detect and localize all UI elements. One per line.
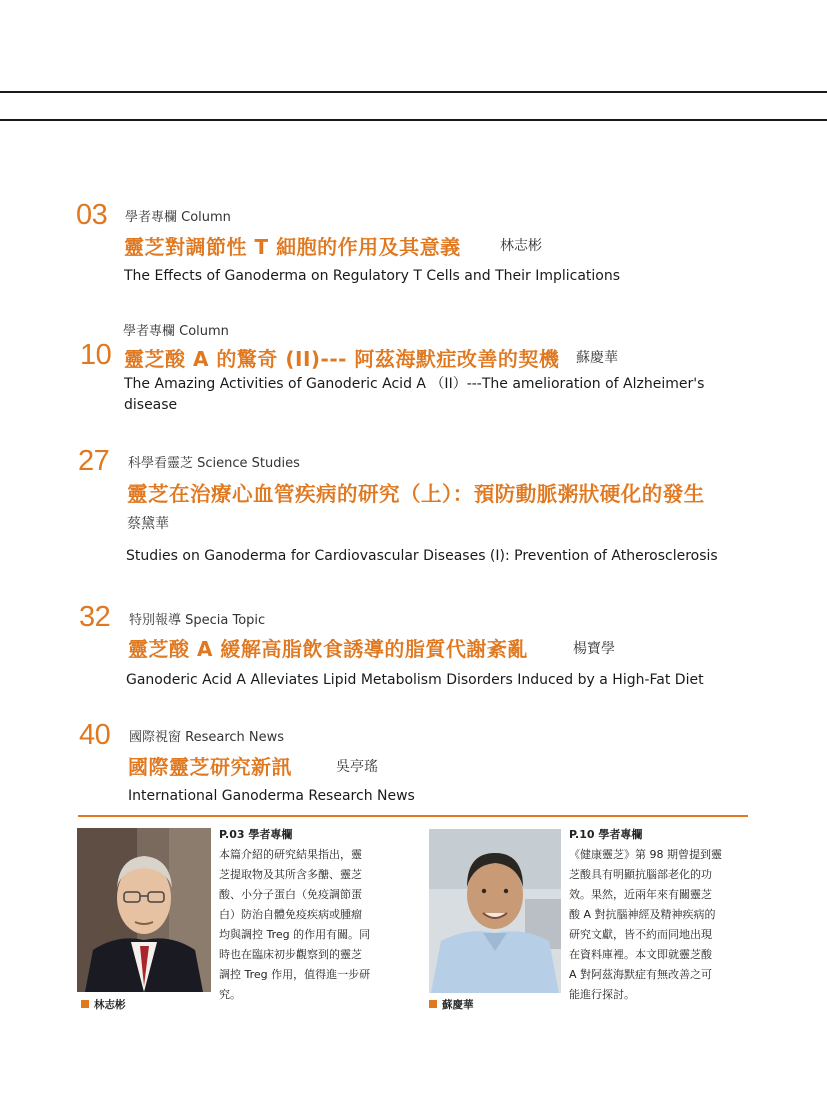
bio-heading: P.10 學者專欄 (569, 828, 643, 841)
square-bullet-icon (429, 1000, 437, 1008)
article-author: 蘇慶華 (576, 350, 618, 366)
photo-caption: 蘇慶華 (429, 997, 474, 1012)
author-bio (569, 825, 754, 1005)
author-photo (77, 828, 211, 992)
page-number: 32 (79, 601, 111, 633)
article-title[interactable]: 靈芝酸 A 緩解高脂飲食誘導的脂質代謝紊亂 (128, 637, 528, 661)
english-title: The Effects of Ganoderma on Regulatory T Cells and Their Implications (124, 268, 621, 284)
page-number: 03 (76, 199, 108, 231)
top-rule-1 (0, 91, 827, 93)
bio-line: 調控 Treg 作用，值得進一步研 (219, 968, 371, 981)
page-number: 27 (78, 445, 110, 477)
bio-line: 在資料庫裡。本文即就靈芝酸 (569, 948, 712, 961)
bio-line: 能進行探討。 (569, 988, 635, 1001)
english-title: International Ganoderma Research News (128, 788, 415, 804)
article-title[interactable]: 靈芝在治療心血管疾病的研究（上）：預防動脈粥狀硬化的發生 (127, 482, 705, 506)
bio-line: 時也在臨床初步觀察到的靈芝 (219, 948, 362, 961)
bio-line: A 對阿茲海默症有無改善之可 (569, 968, 713, 981)
bio-line: 白）防治自體免疫疾病或腫瘤 (219, 908, 362, 921)
bio-line: 效。果然，近兩年來有關靈芝 (569, 888, 712, 901)
english-title: The Amazing Activities of Ganoderic Acid A （II）---The amelioration of Alzheimer's disease (124, 376, 705, 413)
page-number: 10 (80, 339, 112, 371)
english-title: Ganoderic Acid A Alleviates Lipid Metabolism Disorders Induced by a High-Fat Diet (126, 672, 704, 688)
bio-heading: P.03 學者專欄 (219, 828, 293, 841)
top-rule-2 (0, 119, 827, 121)
portrait-image (429, 829, 561, 993)
category-label: 國際視窗 Research News (129, 730, 285, 745)
category-label: 科學看靈芝 Science Studies (128, 456, 300, 471)
article-author: 吳亭瑤 (336, 759, 378, 775)
english-title: Studies on Ganoderma for Cardiovascular Diseases (I): Prevention of Atherosclerosis (126, 548, 718, 564)
bio-line: 芝酸具有明顯抗腦部老化的功 (569, 868, 712, 881)
bio-line: 酸 A 對抗腦神經及精神疾病的 (569, 908, 716, 921)
article-title[interactable]: 靈芝對調節性 T 細胞的作用及其意義 (124, 235, 461, 259)
author-bio (219, 825, 399, 1005)
bio-line: 均與調控 Treg 的作用有關。同 (219, 928, 371, 941)
bio-line: 究。 (219, 988, 241, 1001)
portrait-image (77, 828, 211, 992)
bio-line: 本篇介紹的研究結果指出，靈 (219, 848, 362, 861)
article-title[interactable]: 國際靈芝研究新訊 (128, 755, 292, 779)
page-number: 40 (79, 719, 111, 751)
square-bullet-icon (81, 1000, 89, 1008)
category-label: 特別報導 Specia Topic (129, 613, 266, 628)
category-label: 學者專欄 Column (125, 210, 231, 225)
bio-line: 酸、小分子蛋白（免疫調節蛋 (219, 888, 362, 901)
article-author: 楊寶學 (573, 641, 615, 657)
article-title[interactable]: 靈芝酸 A 的驚奇 (II)--- 阿茲海默症改善的契機 (124, 347, 560, 371)
bio-line: 《健康靈芝》第 98 期曾提到靈 (569, 848, 722, 861)
bio-line: 芝提取物及其所含多醣、靈芝 (219, 868, 362, 881)
category-label: 學者專欄 Column (123, 324, 229, 339)
section-divider (78, 815, 748, 817)
bio-line: 研究文獻，皆不約而同地出現 (569, 928, 712, 941)
article-author: 林志彬 (500, 238, 542, 254)
author-photo (429, 829, 561, 993)
photo-caption: 林志彬 (81, 997, 126, 1012)
article-author: 蔡黛華 (127, 516, 169, 532)
